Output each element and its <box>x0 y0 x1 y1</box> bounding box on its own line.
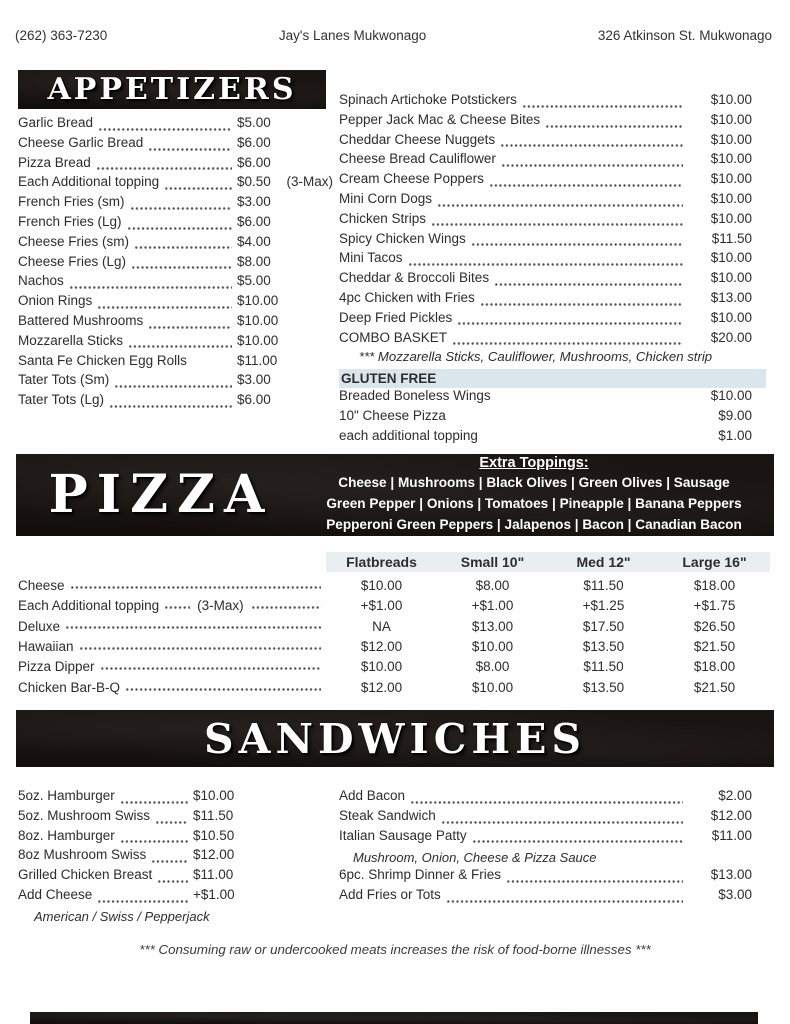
sandwiches-section <box>0 767 790 927</box>
dotted-leader <box>480 297 683 310</box>
address: 326 Atkinson St. Mukwonago <box>597 28 772 43</box>
extra-toppings-line: Pepperoni Green Peppers | Jalapenos | Bacon | Canadian Bacon <box>326 516 742 532</box>
item-price: $10.00 <box>710 250 752 266</box>
menu-item-row <box>339 231 772 251</box>
pizza-title: PIZZA <box>48 463 274 525</box>
item-label: Cheese Fries (sm) <box>18 233 130 249</box>
item-price: $17.50 <box>582 618 625 634</box>
dotted-leader <box>79 641 321 654</box>
item-price: $3.00 <box>237 372 271 388</box>
item-label: Cream Cheese Poppers <box>339 171 484 187</box>
item-price: $8.00 <box>237 253 271 269</box>
item-price: $10.00 <box>710 131 752 147</box>
cheese-options-note: American / Swiss / Pepperjack <box>34 908 210 924</box>
menu-item-row <box>18 333 287 353</box>
item-price: $13.00 <box>710 289 752 305</box>
dotted-leader <box>437 198 683 211</box>
menu-item-row <box>339 867 772 887</box>
item-price: $26.50 <box>693 618 736 634</box>
item-price: $9.00 <box>718 408 752 424</box>
pizza-table-row <box>18 659 772 679</box>
item-label: Garlic Bread <box>18 115 94 130</box>
item-label: Cheese Bread Cauliflower <box>339 151 496 167</box>
dotted-leader <box>96 161 232 174</box>
extra-toppings-line: Cheese | Mushrooms | Black Olives | Green Olives | Sausage <box>338 474 730 490</box>
dotted-leader <box>500 138 683 151</box>
item-price: +$1.25 <box>582 598 625 614</box>
dotted-leader <box>457 317 683 330</box>
item-price: $8.00 <box>475 577 510 593</box>
item-price: $12.00 <box>193 847 235 863</box>
dotted-leader <box>501 158 683 171</box>
menu-item-row <box>18 254 287 274</box>
item-label: Italian Sausage Patty <box>339 827 467 843</box>
menu-item-row <box>339 388 772 408</box>
dotted-leader <box>506 874 683 887</box>
item-price: $13.00 <box>471 618 514 634</box>
item-label: Nachos <box>18 273 64 289</box>
page-header <box>0 0 790 44</box>
item-price: $6.00 <box>237 213 271 229</box>
dotted-leader <box>251 600 321 613</box>
dotted-leader <box>472 834 683 847</box>
menu-item-row <box>18 293 287 313</box>
dotted-leader <box>522 99 683 112</box>
item-label: Onion Rings <box>18 293 93 309</box>
menu-item-row <box>18 115 287 135</box>
item-label: 5oz. Mushroom Swiss <box>18 807 151 823</box>
menu-item-row <box>339 270 772 290</box>
dotted-leader <box>131 260 232 273</box>
item-price: $6.00 <box>237 134 271 150</box>
item-label: 6pc. Shrimp Dinner & Fries <box>339 867 502 883</box>
dotted-leader <box>65 621 321 634</box>
item-label: Spinach Artichoke Potstickers <box>339 92 517 107</box>
item-price: NA <box>372 618 391 634</box>
item-price: $10.00 <box>710 210 752 226</box>
sandwiches-banner <box>16 710 774 767</box>
item-price: $10.00 <box>237 332 279 348</box>
menu-item-row <box>339 828 772 848</box>
item-price: $10.00 <box>710 151 752 167</box>
menu-item-row <box>339 887 772 907</box>
menu-item-row <box>18 155 287 175</box>
menu-item-row <box>18 828 243 848</box>
item-label: Chicken Bar-B-Q <box>18 679 121 695</box>
item-label: Deep Fried Pickles <box>339 309 453 325</box>
dotted-leader <box>157 874 188 887</box>
menu-item-row <box>339 428 772 448</box>
menu-item-row <box>18 273 287 293</box>
item-price: $10.00 <box>237 312 279 328</box>
item-label: 5oz. Hamburger <box>18 788 115 804</box>
pizza-size-column-header: Flatbreads <box>346 553 417 570</box>
item-label: each additional topping <box>339 427 478 443</box>
dotted-leader <box>489 178 683 191</box>
dotted-leader <box>109 399 232 412</box>
combo-basket-note: *** Mozzarella Sticks, Cauliflower, Mushrooms, Chicken strip <box>358 349 713 365</box>
pizza-table-header <box>18 552 772 572</box>
pizza-banner <box>16 454 774 536</box>
menu-item-row <box>339 151 772 171</box>
item-label: 8oz Mushroom Swiss <box>18 847 147 863</box>
item-price: $18.00 <box>693 577 736 593</box>
dotted-leader <box>69 280 232 293</box>
appetizers-section <box>0 44 790 448</box>
item-price: $10.00 <box>193 788 235 804</box>
pizza-table-row <box>18 639 772 659</box>
item-price: $10.00 <box>471 679 514 695</box>
menu-item-row <box>339 191 772 211</box>
menu-item-row <box>339 112 772 132</box>
item-label: Cheddar & Broccoli Bites <box>339 270 490 286</box>
item-label: Santa Fe Chicken Egg Rolls <box>18 352 187 368</box>
item-price: $2.00 <box>718 788 752 804</box>
business-name: Jay's Lanes Mukwonago <box>278 28 427 43</box>
dotted-leader <box>494 277 683 290</box>
pizza-size-column-header: Large 16" <box>682 553 747 570</box>
pizza-table-row <box>18 578 772 598</box>
menu-item-row <box>339 132 772 152</box>
item-label: Breaded Boneless Wings <box>339 388 491 404</box>
item-price: +$1.00 <box>193 887 235 903</box>
item-price: $10.00 <box>360 577 403 593</box>
extra-toppings-title: Extra Toppings: <box>479 454 589 471</box>
item-price: $1.00 <box>718 427 752 443</box>
menu-item-row <box>339 408 772 428</box>
menu-item-row <box>18 194 287 214</box>
dotted-leader <box>120 795 188 808</box>
item-label: Deluxe <box>18 618 61 634</box>
item-label: Steak Sandwich <box>339 807 436 823</box>
item-label: Spicy Chicken Wings <box>339 230 466 246</box>
menu-item-row <box>18 887 243 907</box>
item-price: $11.00 <box>193 867 234 883</box>
phone-number: (262) 363-7230 <box>15 28 108 43</box>
item-price: $10.00 <box>710 92 752 107</box>
pizza-price-table <box>18 552 772 700</box>
menu-item-row <box>18 174 333 194</box>
menu-item-row <box>339 171 772 191</box>
item-label: Add Fries or Tots <box>339 887 441 903</box>
item-label: Battered Mushrooms <box>18 312 144 328</box>
item-price: $12.00 <box>360 679 403 695</box>
item-price: $5.00 <box>237 115 271 130</box>
item-price: $12.00 <box>360 638 403 654</box>
item-price: $21.50 <box>693 679 736 695</box>
item-label: 8oz. Hamburger <box>18 827 115 843</box>
item-label: Mini Corn Dogs <box>339 190 433 206</box>
item-price: $5.00 <box>237 273 271 289</box>
menu-item-row <box>339 310 772 330</box>
sandwiches-right-column <box>335 788 790 927</box>
dotted-leader <box>97 300 232 313</box>
item-price: $13.50 <box>582 679 625 695</box>
dotted-leader <box>441 815 683 828</box>
dotted-leader <box>98 122 232 135</box>
item-label: 4pc Chicken with Fries <box>339 289 475 305</box>
item-price: $4.00 <box>237 233 271 249</box>
menu-item-row <box>339 330 772 350</box>
next-section-banner-partial <box>30 1012 758 1024</box>
item-label: Cheese <box>18 577 65 593</box>
item-price: $13.00 <box>710 867 752 883</box>
sandwiches-left-column <box>0 788 335 927</box>
item-label: Pizza Bread <box>18 154 91 170</box>
item-price: $11.50 <box>583 577 624 593</box>
appetizers-title: APPETIZERS <box>47 72 297 107</box>
item-price: $11.50 <box>193 807 234 823</box>
item-label: Cheddar Cheese Nuggets <box>339 131 496 147</box>
pizza-size-column-header: Med 12" <box>576 553 631 570</box>
menu-item-row <box>18 392 287 412</box>
item-price: $21.50 <box>693 638 736 654</box>
item-price: $20.00 <box>710 329 752 345</box>
item-price: $6.00 <box>237 154 271 170</box>
item-label: Grilled Chicken Breast <box>18 867 153 883</box>
item-label: Tater Tots (Lg) <box>18 392 105 408</box>
item-price: $3.00 <box>237 194 271 210</box>
dotted-leader <box>100 661 321 674</box>
item-price: $0.50 <box>237 174 271 190</box>
item-price: $11.00 <box>711 827 752 843</box>
item-price: $10.00 <box>710 111 752 127</box>
dotted-leader <box>446 894 683 907</box>
item-price: $11.50 <box>583 659 624 675</box>
menu-item-row <box>18 234 287 254</box>
item-label: Mozzarella Sticks <box>18 332 124 348</box>
item-note: (3-Max) <box>197 598 244 614</box>
menu-item-row <box>18 867 243 887</box>
menu-item-row <box>18 313 287 333</box>
item-label: 10" Cheese Pizza <box>339 408 446 424</box>
dotted-leader <box>164 181 232 194</box>
item-label: Tater Tots (Sm) <box>18 372 110 388</box>
item-label: Each Additional topping <box>18 598 160 614</box>
item-price: $18.00 <box>693 659 736 675</box>
dotted-leader <box>545 119 683 132</box>
menu-item-row <box>339 92 772 112</box>
item-sub-note: Mushroom, Onion, Cheese & Pizza Sauce <box>353 849 597 865</box>
dotted-leader <box>431 218 683 231</box>
item-price: $10.00 <box>710 270 752 286</box>
item-label: Add Cheese <box>18 887 93 903</box>
dotted-leader <box>128 340 232 353</box>
item-price: $10.00 <box>710 309 752 325</box>
gluten-free-items <box>339 388 772 447</box>
food-safety-disclaimer: *** Consuming raw or undercooked meats increases the risk of food-borne illnesses *** <box>139 941 651 957</box>
gluten-free-heading: GLUTEN FREE <box>339 369 766 388</box>
dotted-leader <box>164 600 190 613</box>
item-price: $10.50 <box>193 827 235 843</box>
dotted-leader <box>114 379 232 392</box>
item-price: $10.00 <box>360 659 403 675</box>
menu-item-row <box>339 788 772 808</box>
item-price: $12.00 <box>710 807 752 823</box>
item-price: $10.00 <box>471 638 514 654</box>
item-price: $10.00 <box>710 388 752 404</box>
dotted-leader <box>148 320 232 333</box>
dotted-leader <box>125 682 321 695</box>
item-label: Hawaiian <box>18 638 74 654</box>
dotted-leader <box>97 894 188 907</box>
item-label: Cheese Garlic Bread <box>18 134 144 150</box>
pizza-size-column-header: Small 10" <box>460 553 525 570</box>
item-price: $6.00 <box>237 392 271 408</box>
menu-item-row <box>18 808 243 828</box>
pizza-table-row <box>18 619 772 639</box>
item-label: Pepper Jack Mac & Cheese Bites <box>339 111 541 127</box>
item-price: +$1.75 <box>693 598 736 614</box>
item-label: French Fries (sm) <box>18 194 125 210</box>
item-price: +$1.00 <box>360 598 403 614</box>
dotted-leader <box>70 580 321 593</box>
menu-item-row <box>18 214 287 234</box>
appetizers-right-column <box>335 44 790 448</box>
item-label: Mini Tacos <box>339 250 403 266</box>
item-label: COMBO BASKET <box>339 329 448 345</box>
menu-item-row <box>18 135 287 155</box>
menu-item-row <box>18 788 243 808</box>
sandwiches-title: SANDWICHES <box>204 714 586 763</box>
item-price: $8.00 <box>475 659 510 675</box>
dotted-leader <box>148 142 232 155</box>
dotted-leader <box>410 795 683 808</box>
item-label: Each Additional topping <box>18 174 160 190</box>
menu-item-row <box>18 353 287 373</box>
item-price: $10.00 <box>710 171 752 187</box>
dotted-leader <box>471 237 683 250</box>
dotted-leader <box>408 257 683 270</box>
item-price: $13.50 <box>582 638 625 654</box>
item-label: French Fries (Lg) <box>18 213 122 229</box>
menu-item-row <box>339 808 772 828</box>
item-label: Cheese Fries (Lg) <box>18 253 127 269</box>
extra-toppings-line: Green Pepper | Onions | Tomatoes | Pineapple | Banana Peppers <box>326 495 742 511</box>
menu-item-row <box>18 847 243 867</box>
item-price: $11.50 <box>711 230 752 246</box>
menu-item-row <box>339 250 772 270</box>
menu-item-row <box>339 290 772 310</box>
item-price: +$1.00 <box>471 598 514 614</box>
item-label: Chicken Strips <box>339 210 427 226</box>
dotted-leader <box>155 815 188 828</box>
appetizers-banner <box>18 70 326 109</box>
dotted-leader <box>134 241 232 254</box>
item-note: (3-Max) <box>286 174 333 190</box>
menu-item-row <box>339 211 772 231</box>
dotted-leader <box>120 834 188 847</box>
pizza-table-row <box>18 598 772 618</box>
dotted-leader <box>452 336 683 349</box>
item-price: $10.00 <box>710 190 752 206</box>
dotted-leader <box>130 201 232 214</box>
item-price: $10.00 <box>237 293 279 309</box>
dotted-leader <box>151 854 188 867</box>
dotted-leader <box>127 221 232 234</box>
item-price: $11.00 <box>237 352 278 368</box>
item-label: Pizza Dipper <box>18 659 95 675</box>
item-label: Add Bacon <box>339 788 406 804</box>
extra-toppings-block <box>306 455 774 535</box>
menu-item-row <box>18 372 287 392</box>
item-price: $3.00 <box>718 887 752 903</box>
pizza-table-row <box>18 680 772 700</box>
